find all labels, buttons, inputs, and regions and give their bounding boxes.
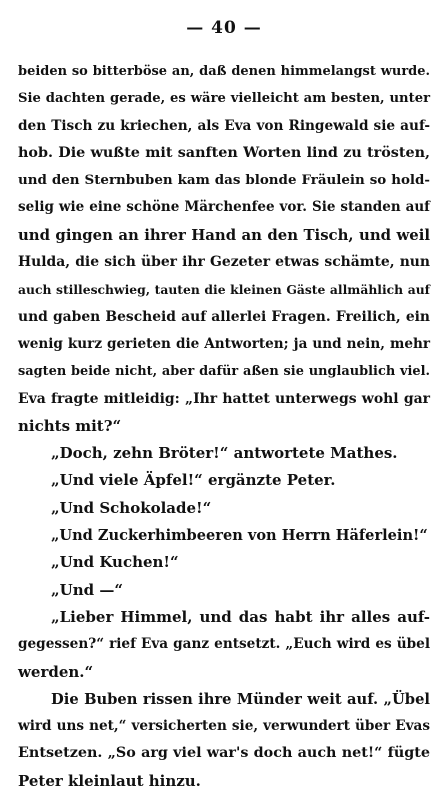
dialogue-line: „Und —“	[51, 580, 123, 599]
text-line: gegessen?“ rief Eva ganz entsetzt. „Euch wird es übel	[18, 636, 430, 653]
text-line: sagten beide nicht, aber dafür aßen sie unglaublich viel.	[18, 364, 430, 380]
text-line: werden.“	[18, 662, 94, 681]
text-line: hob. Die wußte mit sanften Worten lind zu trösten,	[18, 144, 430, 161]
text-line: beiden so bitterböse an, daß denen himmelangst wurde.	[18, 64, 430, 79]
text-line: und den Sternbuben kam das blonde Fräulein so hold-	[18, 172, 430, 189]
text-line: wird uns net,“ versicherten sie, verwundert über Evas	[18, 718, 430, 735]
text-line: nichts mit?“	[18, 416, 122, 435]
text-line: Peter kleinlaut hinzu.	[18, 771, 201, 790]
dialogue-line: „Doch, zehn Bröter!“ antwortete Mathes.	[51, 444, 398, 463]
text-line: Die Buben rissen ihre Münder weit auf. „Übel	[51, 690, 430, 708]
dialogue-line: „Und Kuchen!“	[51, 553, 179, 572]
text-line: Sie dachten gerade, es wäre vielleicht am besten, unter	[18, 91, 430, 107]
dialogue-line: „Und viele Äpfel!“ ergänzte Peter.	[51, 471, 336, 490]
text-line: auch stilleschwieg, tauten die kleinen Gäste allmählich auf	[18, 282, 430, 298]
dialogue-line: „Und Zuckerhimbeeren von Herrn Häferlein!“	[51, 527, 428, 545]
dialogue-line: „Und Schokolade!“	[51, 498, 212, 517]
text-line: selig wie eine schöne Märchenfee vor. Sie standen auf	[18, 199, 430, 216]
text-line: den Tisch zu kriechen, als Eva von Ringewald sie auf-	[18, 117, 430, 134]
text-line: Hulda, die sich über ihr Gezeter etwas schämte, nun	[18, 254, 430, 271]
page-number: — 40 —	[186, 18, 262, 38]
body-text	[18, 58, 430, 795]
text-line: wenig kurz gerieten die Antworten; ja und nein, mehr	[18, 335, 430, 352]
text-line: Entsetzen. „So arg viel war's doch auch net!“ fügte	[18, 745, 430, 762]
dialogue-line: „Lieber Himmel, und das habt ihr alles auf-	[51, 607, 430, 626]
text-line: und gaben Bescheid auf allerlei Fragen. Freilich, ein	[18, 308, 430, 325]
text-line: und gingen an ihrer Hand an den Tisch, und weil	[18, 225, 430, 244]
text-line: Eva fragte mitleidig: „Ihr hattet unterwegs wohl gar	[18, 390, 430, 407]
